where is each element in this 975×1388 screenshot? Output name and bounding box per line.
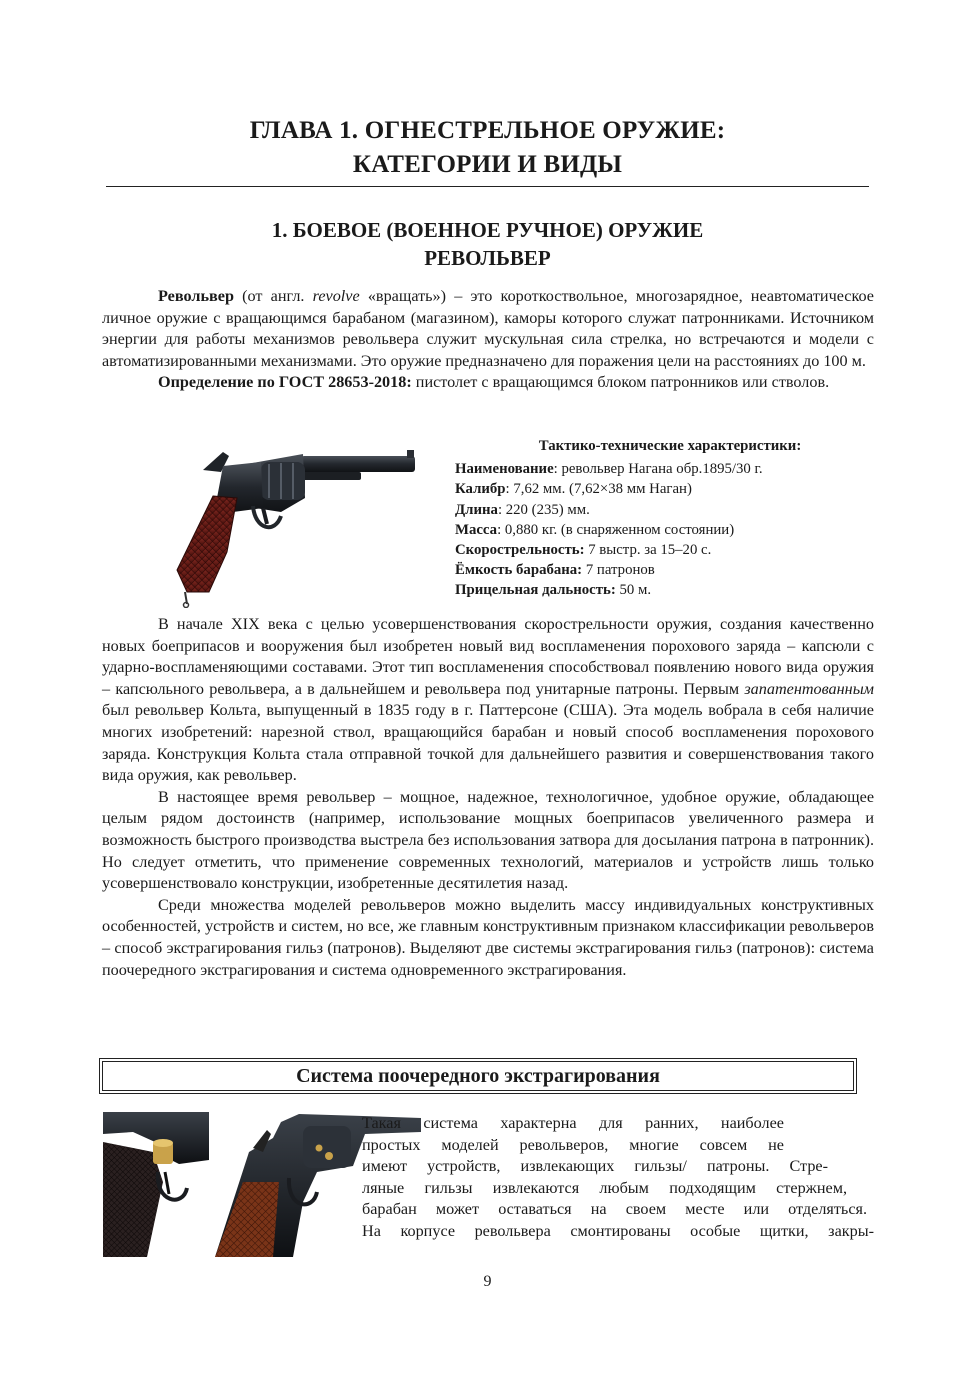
spec-row-rate-of-fire (455, 540, 875, 560)
classification-paragraph: Среди множества моделей револьверов можно выделить массу индивидуальных конструктивных особенностей, устройств и систем, но все, же главным конструктивным признаком классификации револьверов – способ экстрагирования гильз (патронов). Выделяют две системы экстрагирования гильз (патронов): система поочередного экстрагирования и система одновременного экстрагирования. (102, 895, 874, 979)
section-title-line1: 1. БОЕВОЕ (ВОЕННОЕ РУЧНОЕ) ОРУЖИЕ (271, 218, 704, 242)
spec-row-range (455, 580, 875, 600)
spec-label: Длина (455, 501, 498, 518)
spec-value: 50 м. (615, 582, 652, 599)
spec-row-length (455, 500, 875, 520)
chapter-title-line2: КАТЕГОРИИ И ВИДЫ (352, 151, 623, 178)
gost-paragraph (102, 372, 874, 394)
spec-value: 7 выстр. за 15–20 с. (584, 542, 712, 559)
spec-value: : револьвер Нагана обр.1895/30 г. (553, 461, 763, 478)
wrap-line: Такая система характерна для ранних, наиболее (362, 1114, 784, 1132)
spec-value: : 220 (235) мм. (497, 501, 590, 518)
history-paragraph (102, 614, 874, 787)
wrap-line: ляные гильзы извлекаются любым подходящим стержнем, (362, 1178, 847, 1197)
spec-label: Калибр (455, 481, 506, 498)
spec-label: Прицельная дальность: (455, 582, 616, 599)
subsection-heading: Система поочередного экстрагирования (102, 1061, 854, 1091)
wrap-line: На корпусе револьвера смонтированы особые щитки, закры- (362, 1221, 874, 1240)
modern-paragraph: В настоящее время револьвер – мощное, надежное, технологичное, удобное оружие, обладающее целым рядом достоинств (например, использование мощных боеприпасов увеличенного размера и возможность быстрого производства выстрела без использования затвора для досылания патрона в патронник). Но следует отметить, что применение современных технологий, материалов и устройств лишь только усовершенствовало конструкции, изобретенные десятилетия назад. (102, 787, 874, 893)
section-title (100, 216, 875, 272)
term-revolver: Револьвер (158, 287, 234, 305)
definition-text-a: (от англ. (233, 287, 313, 305)
history-text-a: В начале XIX века с целью усовершенствования скорострельности оружия, создания качественно новых боеприпасов и вооружения был изобретен новый вид воспламенения порохового заряда – капсюли с ударно-воспламеняющими составами. Этот тип воспламенения способствовал появлению нового вида оружия – капсюльного револьвера, а в дальнейшем и револьвера под унитарные патроны. Первым (102, 615, 874, 698)
definition-text-b: «вращать») – это короткоствольное, многозарядное, неавтоматическое личное оружие с вращающимся барабаном (магазином), каморы которого служат патронниками. Источником энергии для работы механизмов револьвера служит мускульная сила стрелка, но встречаются и модели с автоматизированными механизмами. Это оружие предназначено для поражения цели на расстояниях до 100 м. (102, 287, 874, 370)
definition-paragraph (102, 286, 874, 372)
spec-label: Наименование (455, 461, 554, 478)
page-number: 9 (483, 1273, 492, 1290)
gost-text: пистолет с вращающимся блоком патронников или стволов. (411, 373, 830, 392)
wrap-line: барабан может оставаться на своем месте или отделяться. (362, 1200, 867, 1219)
history-italic: запатентованным (744, 679, 874, 698)
subsection-text (362, 1113, 874, 1243)
spec-label: Масса (455, 521, 498, 538)
definition-italic: revolve (312, 287, 360, 305)
spec-row-capacity (455, 560, 875, 580)
spec-row-mass (455, 520, 875, 540)
section-title-line2: РЕВОЛЬВЕР (424, 246, 551, 270)
spec-row-caliber (455, 479, 875, 499)
body-text (102, 614, 874, 981)
intro-text (102, 286, 874, 394)
spec-value: : 0,880 кг. (в снаряженном состоянии) (497, 521, 735, 538)
title-divider (106, 186, 869, 187)
specs-heading: Тактико-технические характеристики: (538, 438, 802, 454)
wrap-line: имеют устройств, извлекающих гильзы/ патроны. Стре- (362, 1157, 828, 1176)
gost-label: Определение по ГОСТ 28653-2018: (158, 373, 412, 392)
chapter-title (100, 114, 875, 182)
spec-label: Ёмкость барабана: (455, 562, 583, 579)
history-text-b: был револьвер Кольта, выпущенный в 1835 году в г. Паттерсоне (США). Эта модель вобрала в себя наличие многих изобретений: нарезной ствол, вращающийся барабан и новый способ воспламенения порохового заряда. Конструкция Кольта стала отправной точкой для дальнейшего развития и совершенствования такого вида оружия, как револьвер. (102, 701, 874, 785)
chapter-title-line1: ГЛАВА 1. ОГНЕСТРЕЛЬНОЕ ОРУЖИЕ: (249, 117, 726, 144)
spec-label: Скорострельность: (455, 542, 585, 559)
spec-row-name (455, 459, 875, 479)
spec-value: : 7,62 мм. (7,62×38 мм Наган) (505, 481, 692, 498)
spec-value: 7 патронов (582, 562, 655, 579)
specs-table (455, 436, 875, 601)
nagant-revolver-image (163, 442, 425, 608)
wrap-line: простых моделей револьверов, многие совсем не (362, 1135, 784, 1154)
